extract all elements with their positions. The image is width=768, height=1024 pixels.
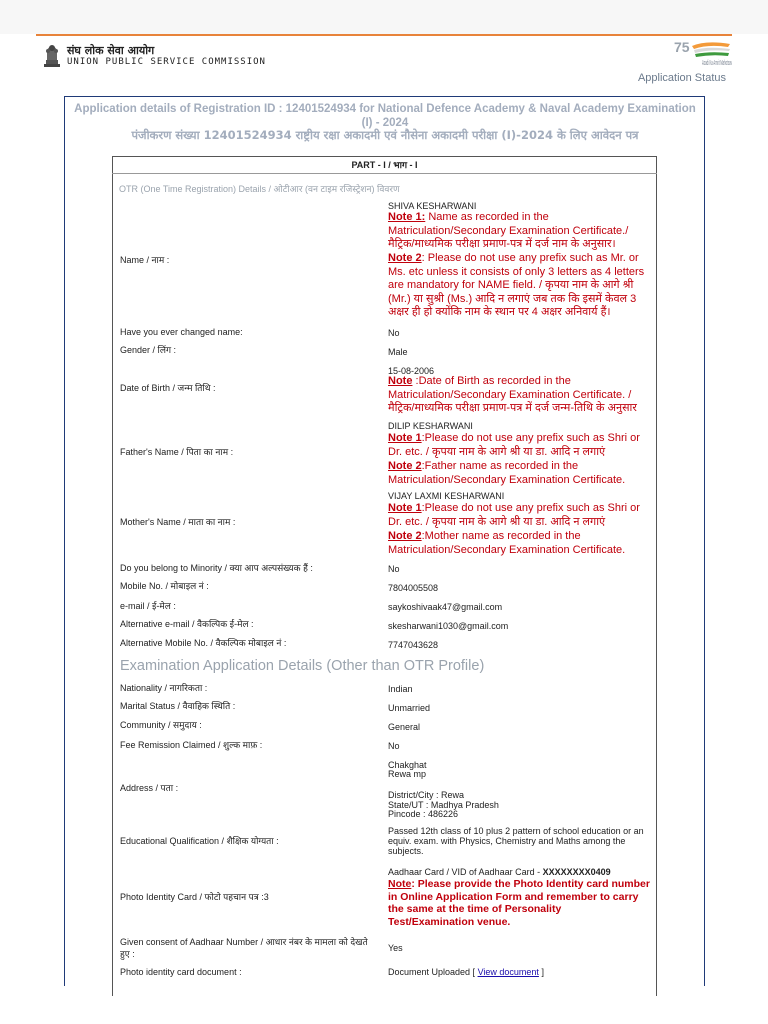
- changed-name-value: No: [388, 328, 400, 338]
- org-name-english: UNION PUBLIC SERVICE COMMISSION: [67, 57, 266, 67]
- mother-note-1-tag: Note 1: [388, 502, 422, 514]
- dob-value: 15-08-2006: [388, 366, 435, 376]
- name-note-2-tag: Note 2: [388, 252, 422, 264]
- fee-remission-value: No: [388, 741, 400, 751]
- marital-value: Unmarried: [388, 703, 431, 713]
- father-note-2: [388, 460, 650, 487]
- application-status-link[interactable]: Application Status: [637, 72, 726, 84]
- exam-section-title: Examination Application Details (Other than OTR Profile): [120, 658, 485, 674]
- browser-top-strip: [0, 0, 768, 34]
- name-value: SHIVA KESHARWANI: [388, 201, 477, 211]
- photo-id-label: Photo Identity Card / फोटो पहचान पत्र :3: [120, 892, 269, 902]
- changed-name-label: Have you ever changed name:: [120, 327, 243, 337]
- name-note-2-text: : Please do not use any prefix such as Mr. or Ms. etc unless it consists of only 3 letters as 4 letters are mandatory for NAME field. / कृपया नाम के आगे श्री (Mr.) या सुश्री (Ms.) आदि न लगाएं जब तक कि इसमें केवल 3 अक्षर ही हो क्योंकि नाम के स्थान पर 4 अक्षर अनिवार्य हैं।: [388, 252, 645, 318]
- national-emblem-icon: [42, 40, 62, 68]
- father-name-label: Father's Name / पिता का नाम :: [120, 447, 234, 457]
- name-note-1-text: Name as recorded in the Matriculation/Secondary Examination Certificate./ मैट्रिक/माध्यमिक परीक्षा प्रमाण-पत्र में दर्ज नाम के अनुसार।: [388, 211, 629, 250]
- page-title-english: Application details of Registration ID : 12401524934 for National Defence Academy & Naval Academy Examination (I) - 2024: [74, 103, 696, 129]
- header-divider: [36, 34, 732, 36]
- alt-email-value: skesharwani1030@gmail.com: [388, 621, 509, 631]
- minority-label: Do you belong to Minority / क्या आप अल्पसंख्यक हैं :: [120, 563, 313, 573]
- dob-note: [388, 375, 650, 416]
- dob-note-text: :Date of Birth as recorded in the Matriculation/Secondary Examination Certificate. / मैट्रिक/माध्यमिक परीक्षा प्रमाण-पत्र में दर्ज जन्म-तिथि के अनुसार: [388, 375, 637, 414]
- photo-doc-label: Photo identity card document :: [120, 967, 242, 977]
- photo-doc-status: Document Uploaded [: [388, 967, 478, 977]
- address-pincode: Pincode : 486226: [388, 809, 459, 819]
- education-label: Educational Qualification / शैक्षिक योग्यता :: [120, 836, 279, 846]
- view-document-link[interactable]: View document: [477, 967, 539, 977]
- name-note-2: [388, 252, 650, 320]
- father-note-2-text: :Father name as recorded in the Matriculation/Secondary Examination Certificate.: [388, 460, 626, 486]
- photo-doc-bracket: ]: [538, 967, 544, 977]
- fee-remission-label: Fee Remission Claimed / शुल्क माफ़ :: [120, 740, 263, 750]
- aadhaar-consent-label: Given consent of Aadhaar Number / आधार नंबर के मामला को देखते हुए :: [120, 937, 368, 959]
- alt-mobile-label: Alternative Mobile No. / वैकल्पिक मोबाइल नं :: [120, 638, 287, 648]
- email-value: saykoshivaak47@gmail.com: [388, 602, 503, 612]
- mother-note-2-tag: Note 2: [388, 530, 422, 542]
- part-heading: PART - I / भाग - I: [351, 160, 418, 170]
- mother-note-1-text: :Please do not use any prefix such as Shri or Dr. etc. / कृपया नाम के आगे श्री या डा. आदि न लगाएं: [388, 502, 640, 528]
- marital-label: Marital Status / वैवाहिक स्थिति :: [120, 701, 236, 711]
- azadi-75-mark: 75: [674, 39, 690, 55]
- dob-label: Date of Birth / जन्म तिथि :: [120, 383, 216, 393]
- gender-label: Gender / लिंग :: [120, 345, 177, 355]
- dob-note-tag: Note: [388, 375, 413, 387]
- azadi-ka-amrit-mahotsav-logo: [672, 38, 734, 74]
- father-name-value: DILIP KESHARWANI: [388, 421, 473, 431]
- nationality-label: Nationality / नागरिकता :: [120, 683, 208, 693]
- gender-value: Male: [388, 347, 408, 357]
- mother-note-2-text: :Mother name as recorded in the Matriculation/Secondary Examination Certificate.: [388, 530, 626, 556]
- address-district: District/City : Rewa: [388, 790, 465, 800]
- photo-id-number: XXXXXXXX0409: [542, 867, 611, 877]
- azadi-logo-text: Azadi Ka Amrit Mahotsav: [702, 60, 733, 67]
- photo-doc-value: [388, 967, 648, 977]
- mother-note-1: [388, 502, 650, 529]
- photo-id-note: [388, 878, 650, 928]
- org-name-hindi: संघ लोक सेवा आयोग: [67, 44, 155, 57]
- page-title-hindi: पंजीकरण संख्या 12401524934 राष्ट्रीय रक्षा अकादमी एवं नौसेना अकादमी परीक्षा (I)-2024 के लिए आवेदन पत्र: [131, 128, 639, 142]
- photo-id-value: [388, 867, 648, 877]
- father-note-2-tag: Note 2: [388, 460, 422, 472]
- mother-note-2: [388, 530, 650, 557]
- mother-name-label: Mother's Name / माता का नाम :: [120, 517, 236, 527]
- aadhaar-consent-value: Yes: [388, 943, 403, 953]
- name-label: Name / नाम :: [120, 255, 170, 265]
- otr-heading: OTR (One Time Registration) Details / ओटीआर (वन टाइम रजिस्ट्रेशन) विवरण: [119, 184, 400, 194]
- address-line-2: Rewa mp: [388, 769, 427, 779]
- photo-id-type: Aadhaar Card / VID of Aadhaar Card -: [388, 867, 543, 877]
- name-note-1: [388, 211, 650, 252]
- name-note-1-tag: Note 1:: [388, 211, 426, 223]
- community-label: Community / समुदाय :: [120, 720, 202, 730]
- photo-id-note-text: : Please provide the Photo Identity card number in Online Application Form and remember to carry the same at the time of Personality Test/Examination venue.: [388, 878, 650, 928]
- father-note-1: [388, 432, 650, 459]
- community-value: General: [388, 722, 421, 732]
- mother-name-value: VIJAY LAXMI KESHARWANI: [388, 491, 505, 501]
- alt-email-label: Alternative e-mail / वैकल्पिक ई-मेल :: [120, 619, 254, 629]
- address-label: Address / पता :: [120, 783, 179, 793]
- mobile-value: 7804005508: [388, 583, 439, 593]
- minority-value: No: [388, 564, 400, 574]
- mobile-label: Mobile No. / मोबाइल नं :: [120, 581, 209, 591]
- photo-id-note-tag: Note: [388, 878, 412, 890]
- address-state: State/UT : Madhya Pradesh: [388, 800, 499, 810]
- part-divider: [112, 173, 657, 174]
- father-note-1-text: :Please do not use any prefix such as Shri or Dr. etc. / कृपया नाम के आगे श्री या डा. आदि न लगाएं: [388, 432, 640, 458]
- father-note-1-tag: Note 1: [388, 432, 422, 444]
- address-line-1: Chakghat: [388, 760, 427, 770]
- alt-mobile-value: 7747043628: [388, 640, 439, 650]
- nationality-value: Indian: [388, 684, 413, 694]
- education-value: Passed 12th class of 10 plus 2 pattern of school education or an equiv. exam. with Physics, Chemistry and Maths among the subjects.: [388, 826, 644, 856]
- email-label: e-mail / ई-मेल :: [120, 601, 176, 611]
